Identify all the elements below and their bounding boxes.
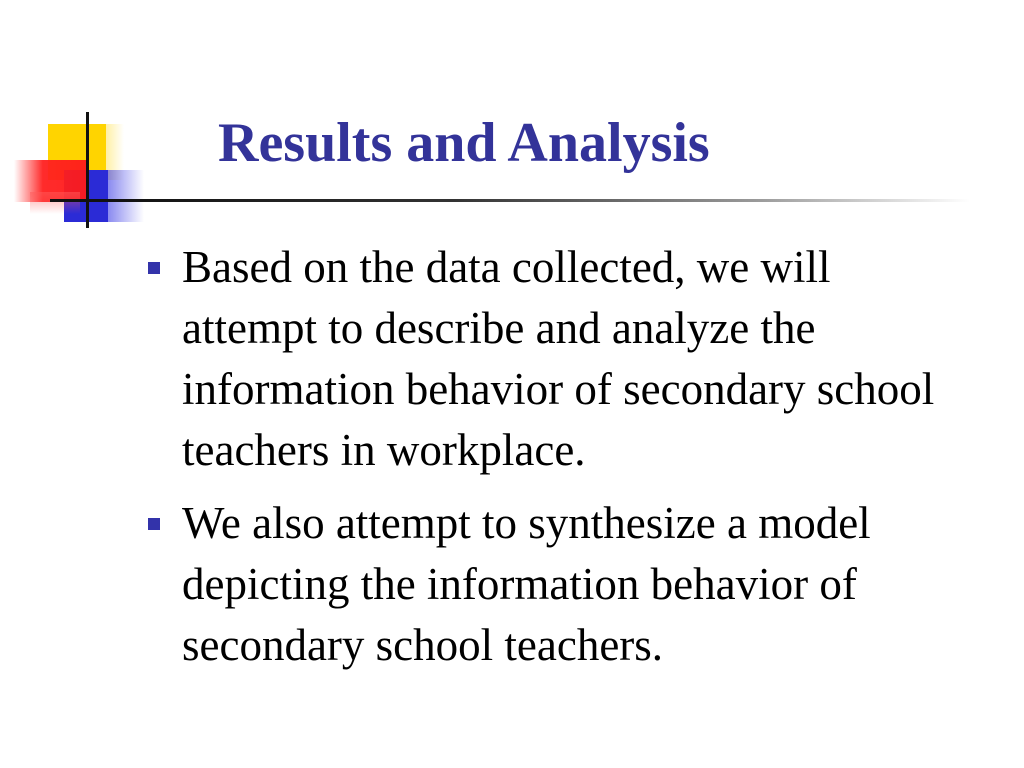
deco-vertical-line [86, 112, 89, 228]
bullet-text: We also attempt to synthesize a model depicting the information behavior of secondary school teachers. [182, 498, 871, 670]
bullet-item [146, 237, 936, 481]
slide-title: Results and Analysis [218, 112, 710, 174]
bullet-list [146, 237, 936, 688]
bullet-item [146, 493, 936, 676]
bullet-text: Based on the data collected, we will attempt to describe and analyze the information behavior of secondary school teachers in workplace. [182, 242, 935, 475]
color-blocks-logo-icon [0, 100, 160, 240]
deco-horizontal-line [50, 199, 110, 202]
square-bullet-icon [148, 262, 160, 274]
deco-blue-fade [108, 170, 144, 222]
square-bullet-icon [148, 518, 160, 530]
title-underline-divider [110, 199, 970, 202]
deco-red-fade [30, 192, 80, 214]
